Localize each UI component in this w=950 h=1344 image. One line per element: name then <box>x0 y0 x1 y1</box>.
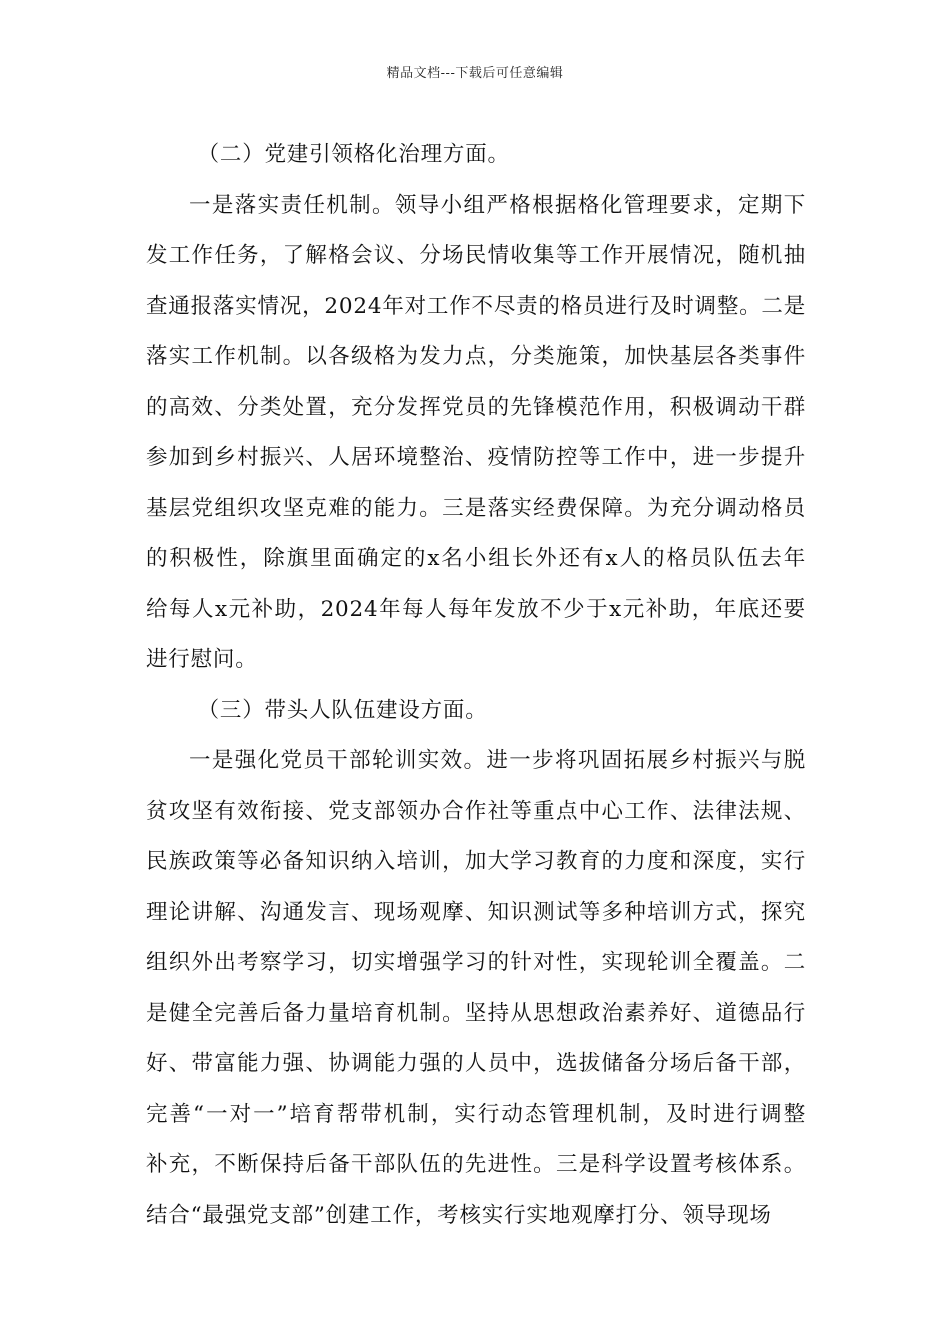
text-line: 的积极性，除旗里面确定的x名小组长外还有x人的格员队伍去年 <box>146 546 806 571</box>
text-line: 贫攻坚有效衔接、党支部领办合作社等重点中心工作、法律法规、 <box>146 798 806 824</box>
text-line: 是健全完善后备力量培育机制。坚持从思想政治素养好、道德品行 <box>146 1000 806 1026</box>
text-line: 一是强化党员干部轮训实效。进一步将巩固拓展乡村振兴与脱 <box>189 748 806 773</box>
body-paragraph <box>146 181 806 686</box>
page-header: 精品文档---下载后可任意编辑 <box>386 66 564 81</box>
text-line: 一是落实责任机制。领导小组严格根据格化管理要求，定期下 <box>189 192 806 218</box>
text-line: 组织外出考察学习，切实增强学习的针对性，实现轮训全覆盖。二 <box>146 950 806 975</box>
text-line: （二）党建引领格化治理方面。 <box>197 142 510 167</box>
text-line: 进行慰问。 <box>146 647 258 672</box>
body-paragraph <box>146 736 806 1241</box>
text-line: 基层党组织攻坚克难的能力。三是落实经费保障。为充分调动格员 <box>146 495 806 521</box>
document-body <box>146 130 806 1241</box>
section-heading <box>146 686 806 737</box>
text-line: 民族政策等必备知识纳入培训，加大学习教育的力度和深度，实行 <box>146 849 806 874</box>
text-line: （三）带头人队伍建设方面。 <box>197 697 488 723</box>
text-line: 发工作任务，了解格会议、分场民情收集等工作开展情况，随机抽 <box>146 243 806 268</box>
text-line: 落实工作机制。以各级格为发力点，分类施策，加快基层各类事件 <box>146 344 806 369</box>
text-line: 的高效、分类处置，充分发挥党员的先锋模范作用，积极调动干群 <box>146 394 806 420</box>
text-line: 查通报落实情况，2024年对工作不尽责的格员进行及时调整。二是 <box>146 293 806 319</box>
text-line: 完善“一对一”培育帮带机制，实行动态管理机制，及时进行调整 <box>146 1101 806 1127</box>
text-line: 理论讲解、沟通发言、现场观摩、知识测试等多种培训方式，探究 <box>146 899 806 925</box>
section-heading <box>146 130 806 181</box>
text-line: 补充，不断保持后备干部队伍的先进性。三是科学设置考核体系。 <box>146 1152 806 1177</box>
text-line: 给每人x元补助，2024年每人每年发放不少于x元补助，年底还要 <box>146 596 806 622</box>
text-line: 参加到乡村振兴、人居环境整治、疫情防控等工作中，进一步提升 <box>146 445 806 470</box>
text-line: 结合“最强党支部”创建工作，考核实行实地观摩打分、领导现场 <box>146 1202 772 1228</box>
text-line: 好、带富能力强、协调能力强的人员中，选拔储备分场后备干部， <box>146 1051 806 1076</box>
